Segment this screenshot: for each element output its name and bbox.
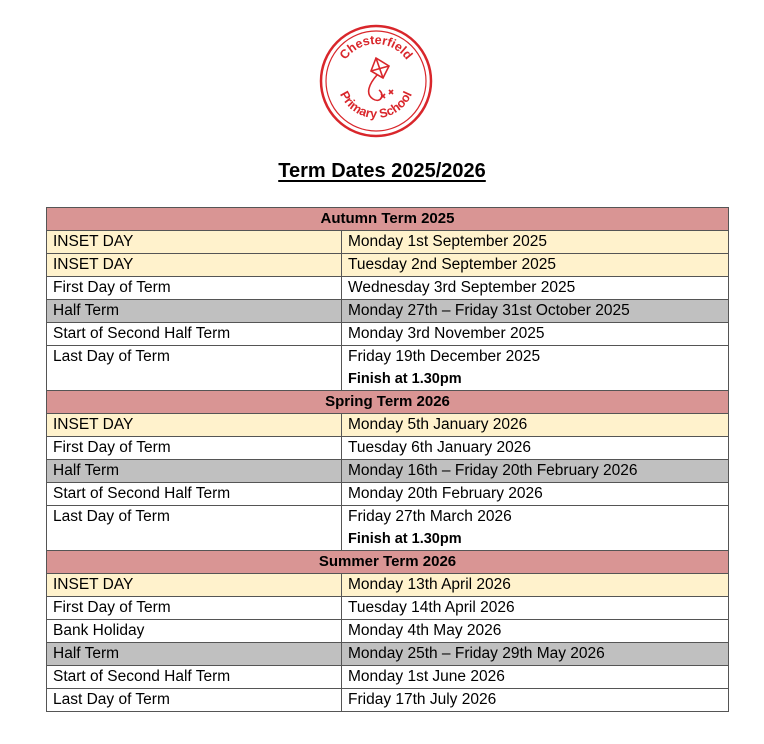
svg-text:Chesterfield: Chesterfield: [336, 32, 416, 63]
event-cell: Half Term: [47, 643, 342, 666]
finish-time-note: Finish at 1.30pm: [348, 371, 462, 387]
date-text: Monday 4th May 2026: [348, 622, 502, 639]
table-row: [47, 597, 729, 620]
date-cell: [342, 620, 729, 643]
table-row: [47, 460, 729, 483]
section-header-row: [47, 551, 729, 574]
date-text: Monday 13th April 2026: [348, 576, 511, 593]
finish-time-note: Finish at 1.30pm: [348, 531, 462, 547]
school-logo: [319, 24, 433, 138]
table-row: [47, 323, 729, 346]
event-cell: Last Day of Term: [47, 346, 342, 391]
table-row: [47, 666, 729, 689]
section-title: Autumn Term 2025: [47, 208, 729, 231]
table-row: [47, 506, 729, 551]
date-cell: [342, 460, 729, 483]
date-cell: [342, 277, 729, 300]
event-cell: First Day of Term: [47, 277, 342, 300]
section-title: Summer Term 2026: [47, 551, 729, 574]
table-row: [47, 231, 729, 254]
event-cell: Start of Second Half Term: [47, 483, 342, 506]
table-row: [47, 277, 729, 300]
date-cell: [342, 574, 729, 597]
date-cell: [342, 414, 729, 437]
date-text: Monday 5th January 2026: [348, 416, 528, 433]
event-cell: First Day of Term: [47, 437, 342, 460]
date-text: Monday 3rd November 2025: [348, 325, 545, 342]
date-text: Friday 27th March 2026: [348, 508, 512, 525]
event-cell: Last Day of Term: [47, 506, 342, 551]
event-cell: Start of Second Half Term: [47, 323, 342, 346]
term-dates-table: [46, 207, 729, 712]
date-cell: [342, 254, 729, 277]
date-cell: [342, 437, 729, 460]
date-text: Monday 1st September 2025: [348, 233, 548, 250]
table-row: [47, 254, 729, 277]
date-cell: [342, 346, 729, 391]
date-text: Tuesday 14th April 2026: [348, 599, 515, 616]
event-cell: INSET DAY: [47, 414, 342, 437]
event-cell: INSET DAY: [47, 231, 342, 254]
section-header-row: [47, 391, 729, 414]
date-cell: [342, 689, 729, 712]
date-text: Tuesday 6th January 2026: [348, 439, 531, 456]
event-cell: First Day of Term: [47, 597, 342, 620]
date-text: Tuesday 2nd September 2025: [348, 256, 556, 273]
date-text: Wednesday 3rd September 2025: [348, 279, 576, 296]
table-row: [47, 437, 729, 460]
date-text: Monday 1st June 2026: [348, 668, 505, 685]
event-cell: Half Term: [47, 300, 342, 323]
date-text: Monday 16th – Friday 20th February 2026: [348, 462, 638, 479]
date-cell: [342, 506, 729, 551]
table-row: [47, 689, 729, 712]
section-title: Spring Term 2026: [47, 391, 729, 414]
page-title: Term Dates 2025/2026: [278, 160, 486, 182]
event-cell: Start of Second Half Term: [47, 666, 342, 689]
date-cell: [342, 300, 729, 323]
table-row: [47, 346, 729, 391]
table-row: [47, 643, 729, 666]
event-cell: Last Day of Term: [47, 689, 342, 712]
date-text: Monday 27th – Friday 31st October 2025: [348, 302, 630, 319]
date-cell: [342, 643, 729, 666]
date-text: Friday 17th July 2026: [348, 691, 497, 708]
date-cell: [342, 666, 729, 689]
table-row: [47, 300, 729, 323]
date-text: Monday 25th – Friday 29th May 2026: [348, 645, 605, 662]
date-text: Monday 20th February 2026: [348, 485, 543, 502]
table-row: [47, 574, 729, 597]
table-row: [47, 414, 729, 437]
event-cell: Bank Holiday: [47, 620, 342, 643]
date-text: Friday 19th December 2025: [348, 348, 541, 365]
svg-text:Primary School: Primary School: [337, 88, 415, 122]
section-header-row: [47, 208, 729, 231]
event-cell: INSET DAY: [47, 574, 342, 597]
event-cell: INSET DAY: [47, 254, 342, 277]
date-cell: [342, 323, 729, 346]
date-cell: [342, 483, 729, 506]
school-crest-icon: [319, 24, 433, 138]
table-row: [47, 483, 729, 506]
table-row: [47, 620, 729, 643]
date-cell: [342, 597, 729, 620]
event-cell: Half Term: [47, 460, 342, 483]
date-cell: [342, 231, 729, 254]
